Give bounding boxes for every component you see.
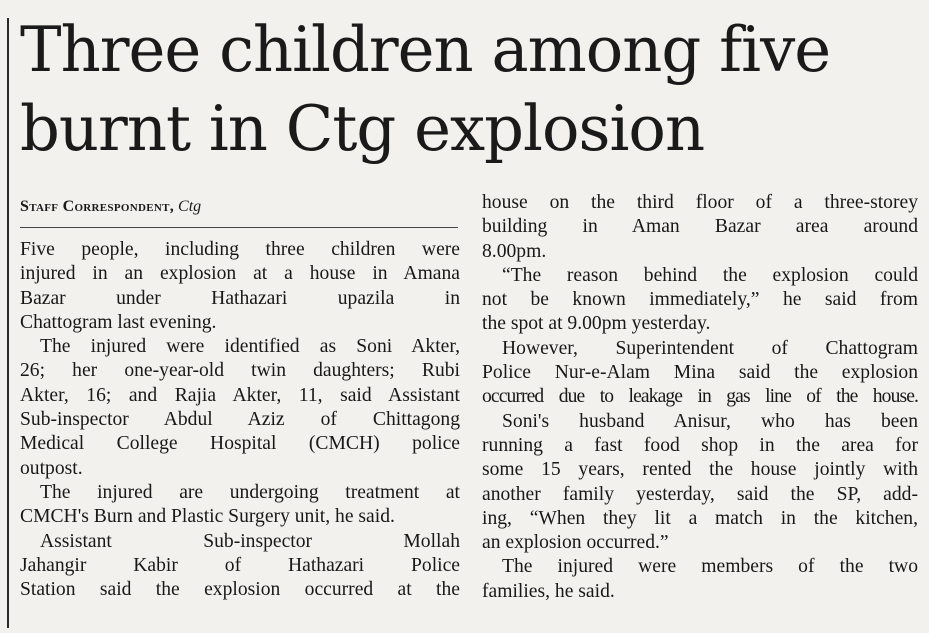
text-line: Bazar under Hathazari upazila in [20, 287, 460, 309]
text-line: the spot at 9.00pm yesterday. [482, 313, 711, 335]
paragraph [482, 555, 918, 604]
text-line: The injured were identified as Soni Akter, [40, 336, 460, 358]
text-line: injured in an explosion at a house in Amana [20, 263, 460, 285]
paragraph [20, 530, 460, 603]
text-line: Sub-inspector Abdul Aziz of Chittagong [20, 409, 460, 431]
text-line: Five people, including three children were [20, 239, 460, 260]
article-column-2 [482, 191, 918, 604]
text-line: Assistant Sub-inspector Mollah [40, 530, 460, 552]
text-line: 26; her one-year-old twin daughters; Rubi [20, 360, 460, 382]
text-line: outpost. [20, 457, 83, 479]
byline [20, 196, 458, 218]
headline [20, 10, 920, 168]
text-line: The injured were members of the two [502, 556, 918, 578]
headline-line-1: Three children among five [20, 13, 831, 86]
paragraph [482, 264, 918, 337]
paragraph [482, 191, 918, 264]
text-line: Soni's husband Anisur, who has been [502, 410, 918, 432]
text-line: house on the third floor of a three-storey [482, 192, 918, 213]
text-line: “The reason behind the explosion could [502, 264, 918, 286]
text-line: building in Aman Bazar area around [482, 216, 918, 238]
text-line: Station said the explosion occurred at the [20, 579, 460, 601]
text-line: Jahangir Kabir of Hathazari Police [20, 554, 460, 576]
text-line: families, he said. [482, 580, 615, 602]
text-line: another family yesterday, said the SP, add- [482, 483, 918, 505]
column-rule [7, 18, 9, 628]
paragraph [20, 335, 460, 481]
text-line: not be known immediately,” he said from [482, 289, 918, 311]
text-line: 8.00pm. [482, 240, 547, 262]
text-line: some 15 years, rented the house jointly with [482, 459, 918, 481]
text-line: Medical College Hospital (CMCH) police [20, 433, 460, 455]
text-line: Akter, 16; and Rajia Akter, 11, said Assistant [20, 384, 460, 406]
byline-place: Ctg [178, 198, 202, 215]
text-line: Police Nur-e-Alam Mina said the explosion [482, 362, 918, 384]
paragraph [482, 410, 918, 556]
text-line: occurred due to leakage in gas line of the house. [482, 386, 918, 408]
text-line: Chattogram last evening. [20, 311, 217, 333]
headline-line-2: burnt in Ctg explosion [20, 92, 705, 165]
paragraph [482, 337, 918, 410]
byline-divider [20, 227, 458, 228]
text-line: However, Superintendent of Chattogram [502, 337, 918, 359]
byline-reporter: Staff Correspondent, [20, 198, 175, 215]
text-line: running a fast food shop in the area for [482, 434, 918, 456]
article-column-1 [20, 238, 460, 602]
paragraph [20, 238, 460, 335]
paragraph [20, 481, 460, 530]
text-line: ing, “When they lit a match in the kitchen, [482, 507, 918, 529]
text-line: The injured are undergoing treatment at [40, 481, 460, 503]
text-line: an explosion occurred.” [482, 532, 669, 554]
text-line: CMCH's Burn and Plastic Surgery unit, he said. [20, 506, 395, 528]
